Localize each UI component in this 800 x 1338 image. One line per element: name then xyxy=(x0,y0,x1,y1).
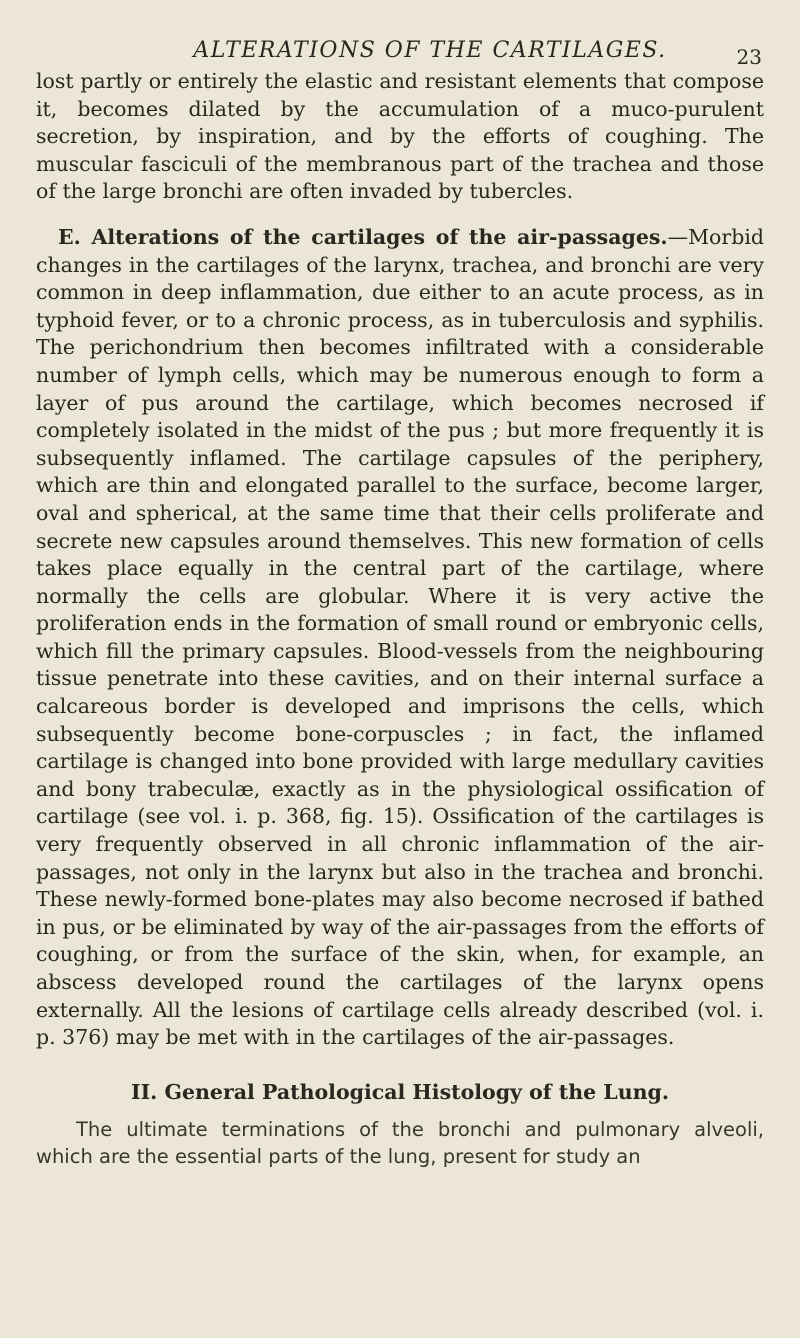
paragraph-lead-heading: E. Alterations of the cartilages of the air-passages. xyxy=(58,224,668,249)
running-head-title: ALTERATIONS OF THE CARTILAGES. xyxy=(193,38,667,63)
running-head xyxy=(96,34,764,68)
section-heading: II. General Pathological Histology of the Lung. xyxy=(131,1079,669,1104)
page-number: 23 xyxy=(736,45,762,69)
paragraph-continuation: lost partly or entirely the elastic and resistant elements that compose it, becomes dilated by the accumulation of a muco-purulent secretion, by inspiration, and by the efforts of coughing. The muscular fasciculi of the membranous part of the trachea and those of the large bronchi are often invaded by tubercles. xyxy=(36,69,764,204)
paragraph-body: —Morbid changes in the cartilages of the larynx, trachea, and bronchi are very common in deep inflammation, due either to an acute process, as in typhoid fever, or to a chronic process, as in tuberculosis and syphilis. The perichondrium then becomes infiltrated with a considerable number of lymph cells, which may be numerous enough to form a layer of pus around the cartilage, which becomes necrosed if completely isolated in the midst of the pus ; but more frequently it is subsequently inflamed. The cartilage capsules of the periphery, which are thin and elongated parallel to the surface, become larger, oval and spherical, at the same time that their cells proliferate and secrete new capsules around themselves. This new formation of cells takes place equally in the central part of the cartilage, where normally the cells are globular. Where it is very active the proliferation ends in the formation of small round or embryonic cells, which fill the primary capsules. Blood-vessels from the neighbouring tissue penetrate into these cavities, and on their internal surface a calcareous border is developed and imprisons the cells, which subsequently become bone-corpuscles ; in fact, the inflamed cartilage is changed into bone provided with large medullary cavities and bony trabeculæ, exactly as in the physiological ossification of cartilage (see vol. i. p. 368, fig. 15). Ossification of the cartilages is very frequently observed in all chronic inflammation of the air-passages, not only in the larynx but also in the trachea and bronchi. These newly-formed bone-plates may also become necrosed if bathed in pus, or be eliminated by way of the air-passages from the efforts of coughing, or from the surface of the skin, when, for example, an abscess developed round the cartilages of the larynx opens externally. All the lesions of cartilage cells already described (vol. i. p. 376) may be met with in the cartilages of the air-passages. xyxy=(36,224,764,1050)
paragraph-lung-intro: The ultimate terminations of the bronchi and pulmonary alveoli, which are the essential parts of the lung, present for study an xyxy=(36,1117,764,1168)
paragraph-cartilage-alterations xyxy=(36,224,764,1052)
